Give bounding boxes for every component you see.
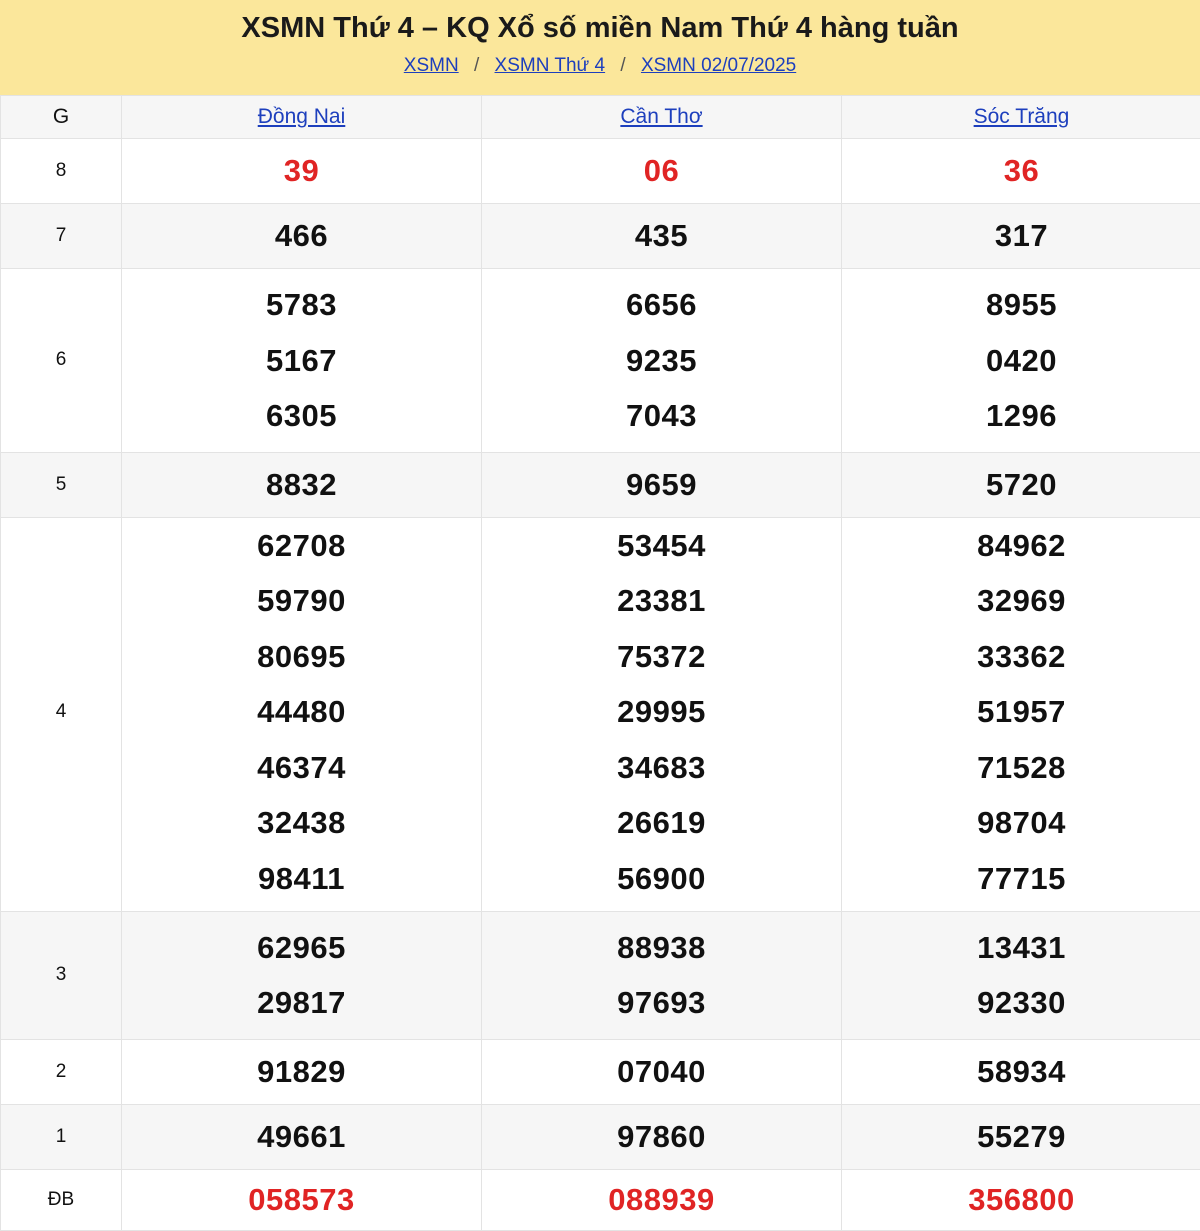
- special-prize-number: 356800: [842, 1172, 1200, 1228]
- result-cell-soc-trang: [842, 517, 1200, 911]
- lottery-number: 36: [842, 143, 1200, 199]
- lottery-number: 84962: [842, 518, 1200, 574]
- prize-column-header: G: [1, 96, 122, 139]
- special-prize-number: 058573: [122, 1172, 481, 1228]
- province-link-soc-trang[interactable]: Sóc Trăng: [974, 105, 1070, 128]
- province-header-can-tho: [482, 96, 842, 139]
- result-cell-soc-trang: [842, 1169, 1200, 1230]
- result-cell-can-tho: [482, 1169, 842, 1230]
- lottery-number: 77715: [842, 851, 1200, 907]
- lottery-number: 32438: [122, 795, 481, 851]
- results-table: [0, 95, 1200, 1231]
- breadcrumb-link-xsmn[interactable]: XSMN: [404, 55, 459, 76]
- special-prize-number: 088939: [482, 1172, 841, 1228]
- lottery-number: 7043: [482, 388, 841, 444]
- result-cell-dong-nai: [122, 452, 482, 517]
- prize-row: [1, 1104, 1200, 1169]
- result-cell-can-tho: [482, 204, 842, 269]
- result-cell-dong-nai: [122, 1039, 482, 1104]
- lottery-number: 07040: [482, 1044, 841, 1100]
- lottery-number: 8832: [122, 457, 481, 513]
- result-cell-dong-nai: [122, 1104, 482, 1169]
- result-cell-soc-trang: [842, 139, 1200, 204]
- lottery-number: 91829: [122, 1044, 481, 1100]
- lottery-number: 92330: [842, 975, 1200, 1031]
- lottery-number: 75372: [482, 629, 841, 685]
- lottery-number: 97693: [482, 975, 841, 1031]
- prize-row: [1, 1039, 1200, 1104]
- prize-label: 1: [1, 1104, 122, 1169]
- lottery-number: 5720: [842, 457, 1200, 513]
- result-cell-can-tho: [482, 517, 842, 911]
- result-cell-can-tho: [482, 452, 842, 517]
- prize-label: 2: [1, 1039, 122, 1104]
- lottery-number: 71528: [842, 740, 1200, 796]
- result-cell-soc-trang: [842, 204, 1200, 269]
- lottery-number: 1296: [842, 388, 1200, 444]
- lottery-number: 5783: [122, 277, 481, 333]
- result-cell-dong-nai: [122, 204, 482, 269]
- lottery-number: 06: [482, 143, 841, 199]
- lottery-number: 6305: [122, 388, 481, 444]
- province-header-soc-trang: [842, 96, 1200, 139]
- prize-label: 5: [1, 452, 122, 517]
- lottery-number: 44480: [122, 684, 481, 740]
- prize-row: [1, 517, 1200, 911]
- lottery-number: 88938: [482, 920, 841, 976]
- lottery-number: 62708: [122, 518, 481, 574]
- province-link-dong-nai[interactable]: Đồng Nai: [258, 105, 346, 128]
- prize-label: 7: [1, 204, 122, 269]
- result-cell-can-tho: [482, 1039, 842, 1104]
- result-cell-soc-trang: [842, 269, 1200, 453]
- breadcrumb-separator: /: [474, 55, 479, 76]
- lottery-number: 9235: [482, 333, 841, 389]
- lottery-number: 29817: [122, 975, 481, 1031]
- lottery-number: 32969: [842, 573, 1200, 629]
- lottery-number: 33362: [842, 629, 1200, 685]
- lottery-number: 26619: [482, 795, 841, 851]
- prize-label: 4: [1, 517, 122, 911]
- lottery-number: 5167: [122, 333, 481, 389]
- page-title: XSMN Thứ 4 – KQ Xổ số miền Nam Thứ 4 hàng tuần: [0, 10, 1200, 46]
- lottery-number: 49661: [122, 1109, 481, 1165]
- breadcrumb: [0, 54, 1200, 78]
- prize-row: [1, 452, 1200, 517]
- lottery-number: 435: [482, 208, 841, 264]
- prize-label: 8: [1, 139, 122, 204]
- prize-row: [1, 1169, 1200, 1230]
- result-cell-soc-trang: [842, 1104, 1200, 1169]
- prize-row: [1, 204, 1200, 269]
- results-body: [1, 139, 1200, 1231]
- lottery-number: 53454: [482, 518, 841, 574]
- lottery-number: 59790: [122, 573, 481, 629]
- lottery-number: 51957: [842, 684, 1200, 740]
- prize-label: ĐB: [1, 1169, 122, 1230]
- breadcrumb-separator: /: [620, 55, 625, 76]
- lottery-number: 98704: [842, 795, 1200, 851]
- province-header-dong-nai: [122, 96, 482, 139]
- prize-row: [1, 269, 1200, 453]
- lottery-number: 9659: [482, 457, 841, 513]
- lottery-number: 23381: [482, 573, 841, 629]
- result-cell-soc-trang: [842, 452, 1200, 517]
- lottery-number: 8955: [842, 277, 1200, 333]
- breadcrumb-link-xsmn-thu-4[interactable]: XSMN Thứ 4: [495, 55, 606, 76]
- province-link-can-tho[interactable]: Cần Thơ: [620, 105, 702, 128]
- result-cell-dong-nai: [122, 517, 482, 911]
- lottery-number: 317: [842, 208, 1200, 264]
- lottery-number: 34683: [482, 740, 841, 796]
- result-cell-can-tho: [482, 139, 842, 204]
- lottery-number: 0420: [842, 333, 1200, 389]
- lottery-number: 6656: [482, 277, 841, 333]
- lottery-number: 56900: [482, 851, 841, 907]
- lottery-number: 80695: [122, 629, 481, 685]
- lottery-number: 29995: [482, 684, 841, 740]
- result-cell-can-tho: [482, 911, 842, 1039]
- page-header: [0, 0, 1200, 95]
- result-cell-can-tho: [482, 269, 842, 453]
- lottery-number: 46374: [122, 740, 481, 796]
- result-cell-can-tho: [482, 1104, 842, 1169]
- lottery-number: 39: [122, 143, 481, 199]
- breadcrumb-link-date[interactable]: XSMN 02/07/2025: [641, 55, 796, 76]
- prize-row: [1, 911, 1200, 1039]
- result-cell-soc-trang: [842, 1039, 1200, 1104]
- prize-label: 6: [1, 269, 122, 453]
- lottery-number: 55279: [842, 1109, 1200, 1165]
- result-cell-dong-nai: [122, 911, 482, 1039]
- prize-label: 3: [1, 911, 122, 1039]
- lottery-number: 97860: [482, 1109, 841, 1165]
- result-cell-dong-nai: [122, 1169, 482, 1230]
- result-cell-dong-nai: [122, 269, 482, 453]
- lottery-number: 13431: [842, 920, 1200, 976]
- prize-row: [1, 139, 1200, 204]
- result-cell-dong-nai: [122, 139, 482, 204]
- lottery-number: 466: [122, 208, 481, 264]
- lottery-number: 62965: [122, 920, 481, 976]
- lottery-number: 98411: [122, 851, 481, 907]
- table-header-row: [1, 96, 1200, 139]
- lottery-number: 58934: [842, 1044, 1200, 1100]
- result-cell-soc-trang: [842, 911, 1200, 1039]
